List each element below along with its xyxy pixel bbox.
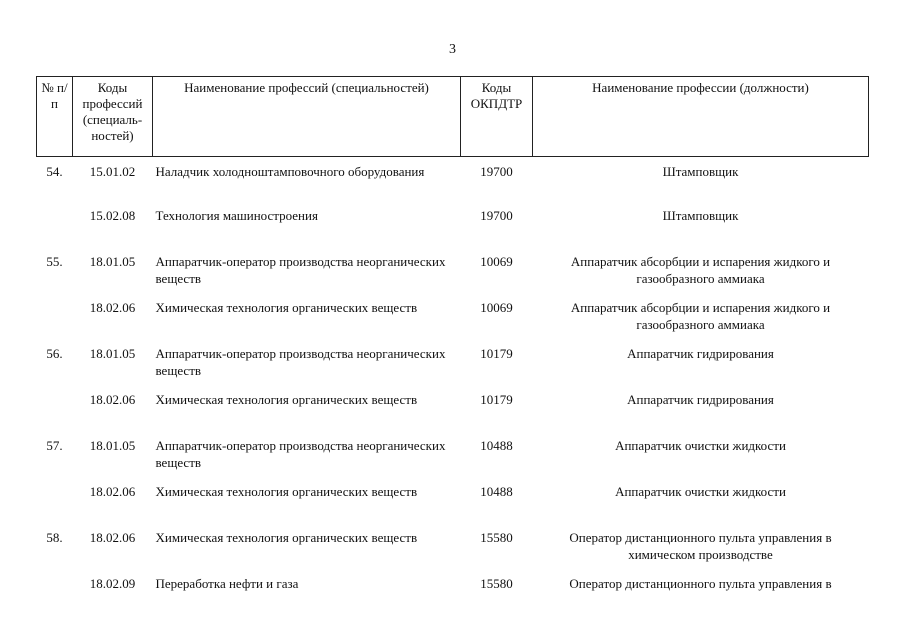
okpdtr-code: 10488 [480, 437, 513, 453]
okpdtr-code: 15580 [480, 575, 513, 591]
profession-code: 18.02.09 [89, 575, 136, 591]
header-okpdtr-codes: Коды ОКПДТР [461, 77, 533, 157]
okpdtr-code: 19700 [480, 207, 513, 223]
header-profession-codes: Коды профессий (специаль-ностей) [73, 77, 153, 157]
job-name: Оператор дистанционного пульта управления в [569, 575, 832, 591]
okpdtr-code: 19700 [480, 164, 513, 179]
okpdtr-code: 10488 [480, 483, 513, 499]
table-row [37, 253, 869, 299]
job-name: Аппаратчик очистки жидкости [615, 437, 786, 453]
page-number: 3 [449, 42, 456, 57]
table-row [37, 437, 869, 483]
header-job-name: Наименование профессии (должности) [533, 77, 869, 157]
row-number: 58. [46, 529, 63, 545]
profession-name: Технология машиностроения [155, 207, 318, 223]
job-name: Аппаратчик абсорбции и испарения жидкого и газообразного аммиака [570, 253, 831, 286]
okpdtr-code: 10069 [480, 299, 513, 315]
profession-name: Наладчик холодноштамповочного оборудования [155, 164, 425, 179]
profession-name: Химическая технология органических веществ [155, 483, 418, 499]
profession-name: Аппаратчик-оператор производства неорганических веществ [155, 253, 446, 286]
row-number: 54. [46, 164, 63, 179]
profession-code: 18.01.05 [89, 253, 136, 269]
profession-name: Аппаратчик-оператор производства неорганических веществ [155, 345, 446, 378]
row-number: 56. [46, 345, 63, 361]
profession-code: 18.02.06 [89, 529, 136, 545]
okpdtr-code: 10179 [480, 345, 513, 361]
row-number: 55. [46, 253, 63, 269]
row-number [37, 575, 73, 621]
row-number [37, 299, 73, 345]
profession-code: 18.01.05 [89, 437, 136, 453]
profession-code: 15.01.02 [89, 164, 136, 179]
job-name: Аппаратчик очистки жидкости [615, 483, 786, 499]
job-name: Аппаратчик гидрирования [627, 391, 774, 407]
table-row [37, 391, 869, 437]
row-number [37, 391, 73, 437]
header-profession-name: Наименование профессий (специальностей) [153, 77, 461, 157]
table-row [37, 483, 869, 529]
professions-table [36, 76, 869, 621]
profession-code: 15.02.08 [89, 207, 136, 223]
row-number [37, 207, 73, 253]
table-header-row [37, 77, 869, 157]
table-row [37, 345, 869, 391]
profession-name: Химическая технология органических веществ [155, 299, 418, 315]
profession-code: 18.01.05 [89, 345, 136, 361]
okpdtr-code: 15580 [480, 529, 513, 545]
profession-name: Химическая технология органических веществ [155, 529, 418, 545]
profession-code: 18.02.06 [89, 299, 136, 315]
job-name: Штамповщик [662, 164, 739, 179]
job-name: Аппаратчик абсорбции и испарения жидкого и газообразного аммиака [570, 299, 831, 332]
table-row [37, 299, 869, 345]
job-name: Оператор дистанционного пульта управления в химическом производстве [569, 529, 832, 562]
header-num: № п/п [37, 77, 73, 157]
profession-code: 18.02.06 [89, 391, 136, 407]
row-number: 57. [46, 437, 63, 453]
table-row [37, 157, 869, 207]
job-name: Аппаратчик гидрирования [627, 345, 774, 361]
okpdtr-code: 10069 [480, 253, 513, 269]
job-name: Штамповщик [662, 207, 739, 223]
profession-code: 18.02.06 [89, 483, 136, 499]
row-number [37, 483, 73, 529]
profession-name: Химическая технология органических веществ [155, 391, 418, 407]
table-row [37, 207, 869, 253]
okpdtr-code: 10179 [480, 391, 513, 407]
table-row [37, 575, 869, 621]
table-row [37, 529, 869, 575]
profession-name: Аппаратчик-оператор производства неорганических веществ [155, 437, 446, 470]
profession-name: Переработка нефти и газа [155, 575, 299, 591]
